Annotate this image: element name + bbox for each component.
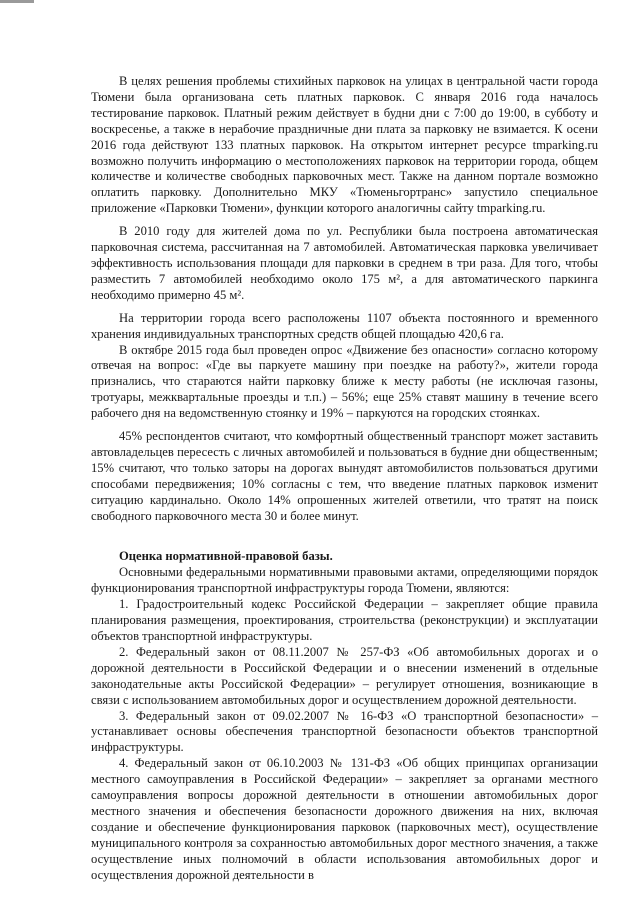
section-intro: Основными федеральными нормативными правовыми актами, определяющими порядок функционирования транспортной инфраструктуры города Тюмени, являются: [91,565,598,596]
list-item-3: 3. Федеральный закон от 09.02.2007 № 16-ФЗ «О транспортной безопасности» – устанавливает основы обеспечения транспортной безопасности объектов транспортной инфраструктуры. [91,708,598,755]
paragraph-paid-parking: В целях решения проблемы стихийных парковок на улицах в центральной части города Тюмени была организована сеть платных парковок. С января 2016 года началось тестирование парковок. Платный режим действует в будни дни с 7:00 до 19:00, в субботу и воскресенье, а также в нерабочие праздничные дни плата за парковку не взимается. К осени 2016 года действуют 133 платных парковок. На открытом интернет ресурсе tmparking.ru возможно получить информацию о местоположениях парковок на территории города, общем количестве и количестве свободных парковочных мест. Также на данном портале возможно оплатить парковку. Дополнительно МКУ «Тюменьгортранс» запустило специальное приложение «Парковки Тюмени», функции которого аналогичны сайту tmparking.ru. [91,74,598,216]
list-item-1: 1. Градостроительный кодекс Российской Федерации – закрепляет общие правила планирования размещения, проектирования, строительства (реконструкции) и эксплуатации объектов транспортной инфраструктуры. [91,597,598,643]
paragraph-survey: В октябре 2015 года был проведен опрос «Движение без опасности» согласно которому отвечая на вопрос: «Где вы паркуете машину при поездке на работу?», жители города признались, что стараются найти парковку ближе к месту работы (не исключая газоны, тротуары, межквартальные проезды и т.п.) – 56%; еще 25% ставят машину в течение всего рабочего дня на ведомственную стоянку и 19% – паркуются на городских стоянках. [91,342,598,421]
scan-edge-mark [0,0,34,3]
paragraph-respondents: 45% респондентов считают, что комфортный общественный транспорт может заставить автовладельцев пересесть с личных автомобилей и пользоваться в будние дни общественным; 15% считают, что только заторы на дорогах вынудят автомобилистов пользоваться другими способами передвижения; 10% согласны с тем, что введение платных парковок изменит ситуацию кардинально. Около 14% опрошенных жителей ответили, что тратят на поиск свободного парковочного места 30 и более минут. [91,429,598,523]
document-page [91,74,598,884]
section-heading: Оценка нормативной-правовой базы. [119,549,333,564]
list-item-2: 2. Федеральный закон от 08.11.2007 № 257-ФЗ «Об автомобильных дорогах и о дорожной деятельности в Российской Федерации и о внесении изменений в отдельные законодательные акты Российской Федерации» – регулирует отношения, возникающие в связи с использованием автомобильных дорог и осуществлением дорожной деятельности. [91,644,598,707]
paragraph-automatic-parking: В 2010 году для жителей дома по ул. Республики была построена автоматическая парковочная система, рассчитанная на 7 автомобилей. Автоматическая парковка увеличивает эффективность использования площади для парковки в среднем в три раза. Для того, чтобы разместить 7 автомобилей необходимо около 175 м², а для автоматического паркинга необходимо примерно 45 м². [91,224,598,302]
paragraph-storage-objects: На территории города всего расположены 1107 объекта постоянного и временного хранения индивидуальных транспортных средств общей площадью 420,6 га. [91,310,598,341]
list-item-4: 4. Федеральный закон от 06.10.2003 № 131-ФЗ «Об общих принципах организации местного самоуправления в Российской Федерации» – закрепляет за органами местного самоуправления вопросы дорожной деятельности в отношении автомобильных дорог местного значения и обеспечения безопасности дорожного движения на них, включая создание и обеспечение функционирования парковок (парковочных мест), осуществление муниципального контроля за сохранностью автомобильных дорог местного значения, а также осуществление иных полномочий в области использования автомобильных дорог и осуществления дорожной деятельности в [91,756,598,882]
